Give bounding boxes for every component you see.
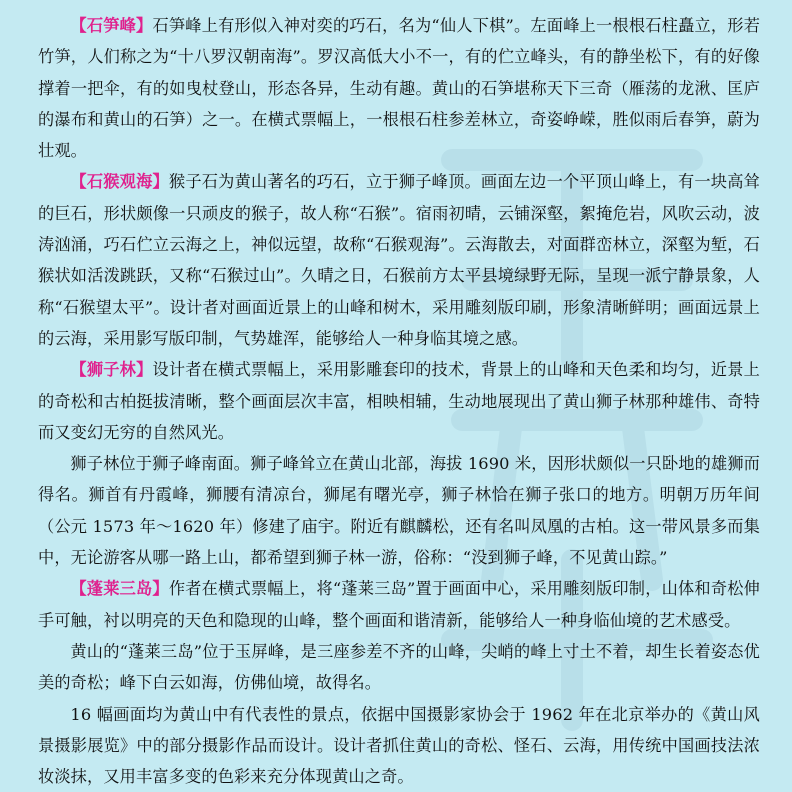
paragraph-penglai-location [38,636,760,699]
paragraph-text: 石笋峰上有形似入神对奕的巧石，名为“仙人下棋”。左面峰上一根根石柱矗立，形若竹笋，人们称之为“十八罗汉朝南海”。罗汉高低大小不一，有的伫立峰头，有的静坐松下，有的好像撑着一把伞，有的如曳杖登山，形态各异，生动有趣。黄山的石笋堪称天下三奇（雁荡的龙湫、匡庐的瀑布和黄山的石笋）之一。在横式票幅上，一根根石柱参差林立，奇姿峥嵘，胜似雨后春笋，蔚为壮观。 [38,16,761,161]
paragraph-text: 16 幅画面均为黄山中有代表性的景点，依据中国摄影家协会于 1962 年在北京举办的《黄山风景摄影展览》中的部分摄影作品而设计。设计者抓住黄山的奇松、怪石、云海，用传统中国画技法浓妆淡抹，又用丰富多变的色彩来充分体现黄山之奇。 [38,704,760,787]
paragraph-penglaisandao: 【蓬莱三岛】作者在横式票幅上，将“蓬莱三岛”置于画面中心，采用雕刻版印制，山体和奇松伸手可触，衬以明亮的天色和隐现的山峰，整个画面和谐清新，能够给人一种身临仙境的艺术感受。 [38,579,760,630]
paragraph-text: 猴子石为黄山著名的巧石，立于狮子峰顶。画面左边一个平顶山峰上，有一块高耸的巨石，形状颇像一只顽皮的猴子，故人称“石猴”。宿雨初晴，云铺深壑，絮掩危岩，风吹云动，波涛汹涌，巧石伫立云海之上，神似远望，故称“石猴观海”。云海散去，对面群峦林立，深壑为堑，石猴状如活泼跳跃，又称“石猴过山”。久晴之日，石猴前方太平县境绿野无际，呈现一派宁静景象，人称“石猴望太平”。设计者对画面近景上的山峰和树木，采用雕刻版印刷，形象清晰鲜明；画面远景上的云海，采用影写版印制，气势雄浑，能够给人一种身临其境之感。 [38,172,760,348]
article-body [38,10,760,792]
paragraph-text: 设计者在横式票幅上，采用影雕套印的技术，背景上的山峰和天色柔和均匀，近景上的奇松和古柏挺拔清晰，整个画面层次丰富，相映相辅，生动地展现出了黄山狮子林那种雄伟、奇特而又变幻无穷的自然风光。 [38,360,760,442]
paragraph-text: 黄山的“蓬莱三岛”位于玉屏峰，是三座参差不齐的山峰，尖峭的峰上寸土不着，却生长着姿态优美的奇松；峰下白云如海，仿佛仙境，故得名。 [38,641,760,693]
paragraph-text: 作者在横式票幅上，将“蓬莱三岛”置于画面中心，采用雕刻版印制，山体和奇松伸手可触，衬以明亮的天色和隐现的山峰，整个画面和谐清新，能够给人一种身临仙境的艺术感受。 [38,579,760,630]
paragraph-summary [38,699,760,792]
paragraph-shizilin-location [38,448,760,573]
paragraph-text: 狮子林位于狮子峰南面。狮子峰耸立在黄山北部，海拔 1690 米，因形状颇似一只卧地的雄狮而得名。狮首有丹霞峰，狮腰有清凉台，狮尾有曙光亭，狮子林恰在狮子张口的地方。明朝万历年间（公元 1573 年～1620 年）修建了庙宇。附近有麒麟松，还有名叫凤凰的古柏。这一带风景多而集中，无论游客从哪一路上山，都希望到狮子林一游，俗称：“没到狮子峰，不见黄山踪。” [38,454,760,568]
paragraph-shihouguanhai: 【石猴观海】猴子石为黄山著名的巧石，立于狮子峰顶。画面左边一个平顶山峰上，有一块高耸的巨石，形状颇像一只顽皮的猴子，故人称“石猴”。宿雨初晴，云铺深壑，絮掩危岩，风吹云动，波涛汹涌，巧石伫立云海之上，神似远望，故称“石猴观海”。云海散去，对面群峦林立，深壑为堑，石猴状如活泼跳跃，又称“石猴过山”。久晴之日，石猴前方太平县境绿野无际，呈现一派宁静景象，人称“石猴望太平”。设计者对画面近景上的山峰和树木，采用雕刻版印刷，形象清晰鲜明；画面远景上的云海，采用影写版印制，气势雄浑，能够给人一种身临其境之感。 [38,172,760,348]
section-tag: 狮子林 [86,360,137,380]
paragraph-shisunfeng: 【石笋峰】石笋峰上有形似入神对奕的巧石，名为“仙人下棋”。左面峰上一根根石柱矗立，形若竹笋，人们称之为“十八罗汉朝南海”。罗汉高低大小不一，有的伫立峰头，有的静坐松下，有的好像撑着一把伞，有的如曳杖登山，形态各异，生动有趣。黄山的石笋堪称天下三奇（雁荡的龙湫、匡庐的瀑布和黄山的石笋）之一。在横式票幅上，一根根石柱参差林立，奇姿峥嵘，胜似雨后春笋，蔚为壮观。 [38,16,761,161]
paragraph-shizilin: 【狮子林】设计者在横式票幅上，采用影雕套印的技术，背景上的山峰和天色柔和均匀，近景上的奇松和古柏挺拔清晰，整个画面层次丰富，相映相辅，生动地展现出了黄山狮子林那种雄伟、奇特而又变幻无穷的自然风光。 [38,360,760,442]
section-tag: 蓬莱三岛 [86,579,153,599]
section-tag: 石笋峰 [86,16,137,35]
section-tag: 石猴观海 [86,172,153,192]
